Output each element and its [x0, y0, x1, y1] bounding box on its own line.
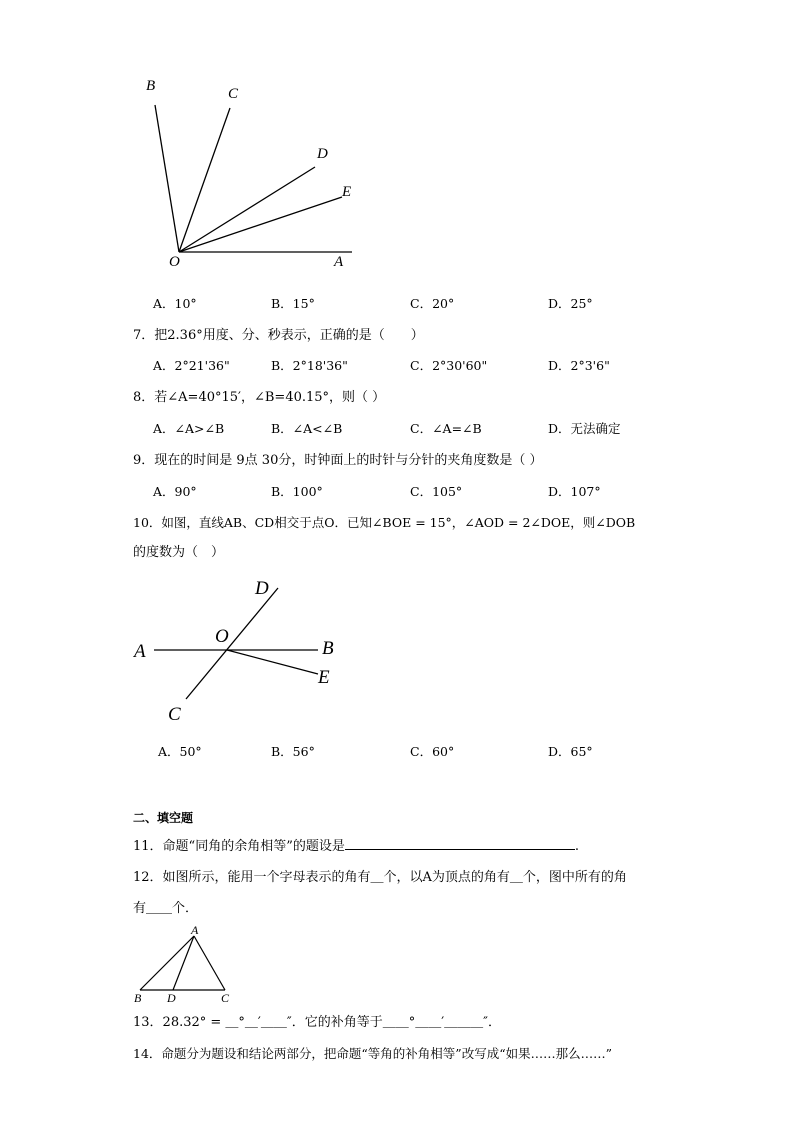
- q7-option-b[interactable]: B．2°18'36": [271, 358, 348, 373]
- point-label-D: D: [167, 991, 176, 1005]
- q9-stem: 9．现在的时间是 9点 30分，时钟面上的时针与分针的夹角度数是（ ）: [133, 453, 543, 468]
- side-AB: [140, 936, 194, 990]
- angle-figure-q6: [130, 75, 370, 275]
- side-AC: [194, 936, 225, 990]
- point-label-A: A: [134, 641, 146, 662]
- q6-option-b[interactable]: B．15°: [271, 296, 315, 311]
- point-label-B: B: [134, 991, 142, 1005]
- q9-option-a[interactable]: A．90°: [153, 484, 197, 499]
- q7-option-a[interactable]: A．2°21'36": [153, 358, 230, 373]
- point-label-E: E: [318, 667, 330, 688]
- q6-option-c[interactable]: C．20°: [410, 296, 455, 311]
- ray-OC: [179, 108, 230, 252]
- q10-stem-line2: 的度数为（ ）: [133, 545, 225, 560]
- q12-stem-line1: 12．如图所示，能用一个字母表示的角有＿个，以A为顶点的角有＿个，图中所有的角: [133, 870, 627, 885]
- q10-option-a[interactable]: A．50°: [158, 744, 202, 759]
- ray-OE: [227, 650, 318, 674]
- ray-OD: [179, 167, 315, 252]
- point-label-C: C: [221, 991, 230, 1005]
- q8-option-a[interactable]: A．∠A>∠B: [153, 421, 225, 436]
- ray-OB: [155, 105, 179, 252]
- point-label-A: A: [191, 923, 199, 937]
- q8-option-c[interactable]: C．∠A=∠B: [410, 421, 482, 436]
- q8-option-d[interactable]: D．无法确定: [548, 421, 621, 436]
- point-label-D: D: [317, 146, 328, 162]
- triangle-figure-q12: [130, 925, 250, 997]
- ray-OE: [179, 197, 342, 252]
- q10-option-c[interactable]: C．60°: [410, 744, 455, 759]
- q8-stem: 8．若∠A=40°15′，∠B=40.15°，则（ ）: [133, 390, 386, 405]
- segment-AD: [173, 936, 194, 990]
- q9-option-c[interactable]: C．105°: [410, 484, 463, 499]
- q9-option-d[interactable]: D．107°: [548, 484, 601, 499]
- q11-answer-blank[interactable]: [345, 837, 575, 850]
- q8-option-b[interactable]: B．∠A<∠B: [271, 421, 343, 436]
- q12-stem-line2: 有＿＿个．: [133, 901, 199, 916]
- point-label-E: E: [342, 184, 352, 200]
- point-label-A: A: [334, 254, 344, 270]
- q11-line: [133, 837, 579, 855]
- point-label-C: C: [228, 86, 239, 102]
- q11-stem: 11．命题“同角的余角相等”的题设是: [133, 839, 345, 854]
- point-label-O: O: [215, 626, 229, 647]
- point-label-D: D: [255, 578, 269, 599]
- q10-option-b[interactable]: B．56°: [271, 744, 315, 759]
- q7-option-d[interactable]: D．2°3'6": [548, 358, 610, 373]
- q9-option-b[interactable]: B．100°: [271, 484, 323, 499]
- q10-stem-line1: 10．如图，直线AB、CD相交于点O．已知∠BOE = 15°，∠AOD = 2∠DOE，则∠DOB: [133, 515, 636, 530]
- point-label-B: B: [146, 78, 156, 94]
- section-title-fill-in: 二、填空题: [133, 811, 194, 825]
- point-label-C: C: [168, 704, 181, 725]
- q7-option-c[interactable]: C．2°30'60": [410, 358, 488, 373]
- q11-end: .: [574, 839, 579, 854]
- q6-option-d[interactable]: D．25°: [548, 296, 593, 311]
- q14-text: 14．命题分为题设和结论两部分，把命题“等角的补角相等”改写成“如果……那么……”: [133, 1046, 612, 1061]
- point-label-O: O: [169, 254, 180, 270]
- q10-option-d[interactable]: D．65°: [548, 744, 593, 759]
- q7-stem: 7．把2.36°用度、分、秒表示，正确的是（ ）: [133, 328, 424, 343]
- q13-text: 13．28.32° = ＿°＿′＿＿″．它的补角等于＿＿°＿＿′＿＿＿″．: [133, 1015, 502, 1030]
- point-label-B: B: [322, 638, 334, 659]
- line-CD: [186, 588, 278, 699]
- q6-option-a[interactable]: A．10°: [153, 296, 197, 311]
